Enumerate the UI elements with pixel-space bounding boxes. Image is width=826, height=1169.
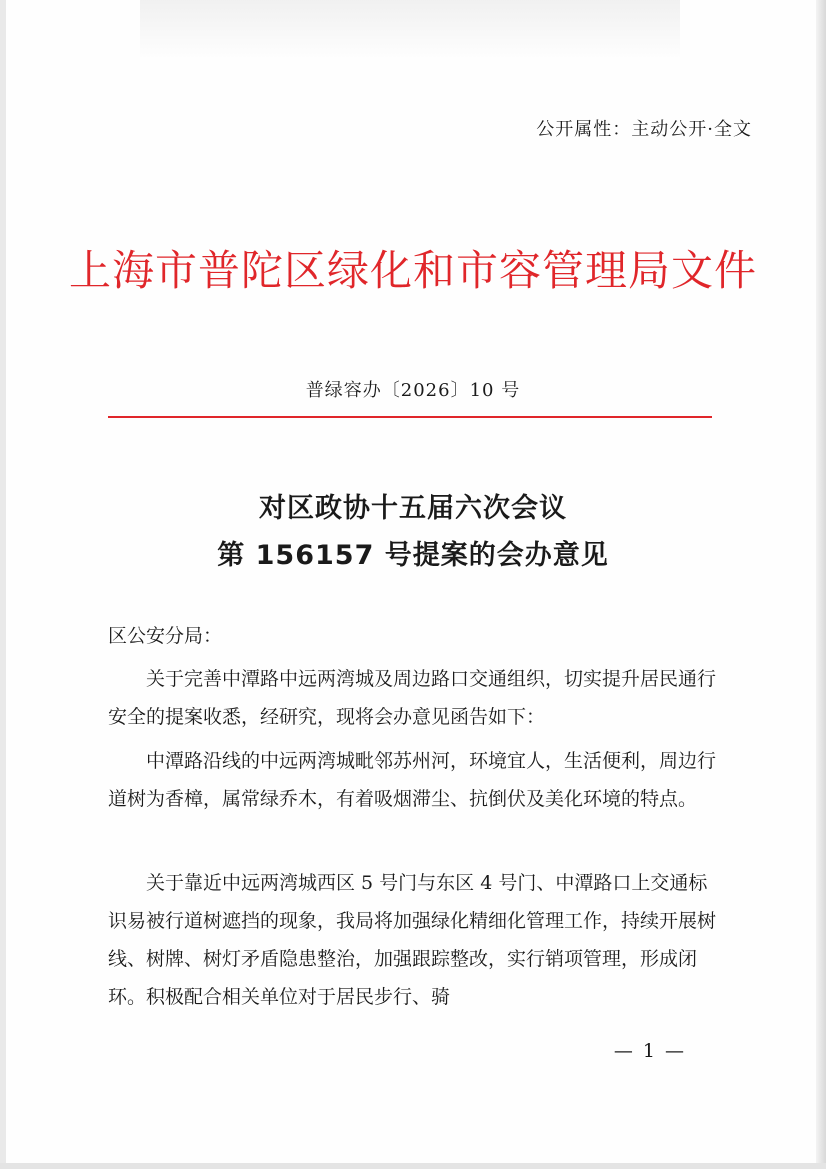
scan-edge-left: [0, 0, 6, 1169]
salutation: 区公安分局：: [108, 625, 223, 647]
document-title-line-1: 对区政协十五届六次会议: [259, 493, 567, 524]
scan-shadow-top: [140, 0, 680, 60]
scan-edge-right: [816, 0, 826, 1169]
page-number: — 1 —: [613, 1040, 686, 1062]
body-paragraph: 关于完善中潭路中远两湾城及周边路口交通组织，切实提升居民通行安全的提案收悉，经研究，现将会办意见函告如下：: [108, 668, 717, 728]
scan-edge-bottom: [0, 1163, 826, 1169]
document-number: 普绿容办〔2026〕10 号: [305, 380, 521, 401]
body-paragraph: 中潭路沿线的中远两湾城毗邻苏州河，环境宜人，生活便利，周边行道树为香樟，属常绿乔木，有着吸烟滞尘、抗倒伏及美化环境的特点。: [108, 750, 717, 810]
agency-title: 上海市普陀区绿化和市容管理局文件: [68, 246, 757, 295]
document-title-line-2: 第 156157 号提案的会办意见: [217, 540, 609, 571]
public-attribute: 公开属性：主动公开·全文: [536, 119, 752, 140]
body-paragraph: 关于靠近中远两湾城西区 5 号门与东区 4 号门、中潭路口上交通标识易被行道树遮挡的现象，我局将加强绿化精细化管理工作，持续开展树线、树牌、树灯矛盾隐患整治，加强跟踪整改，实行销项管理，形成闭环。积极配合相关单位对于居民步行、骑: [108, 872, 717, 1008]
red-divider: [108, 416, 712, 418]
